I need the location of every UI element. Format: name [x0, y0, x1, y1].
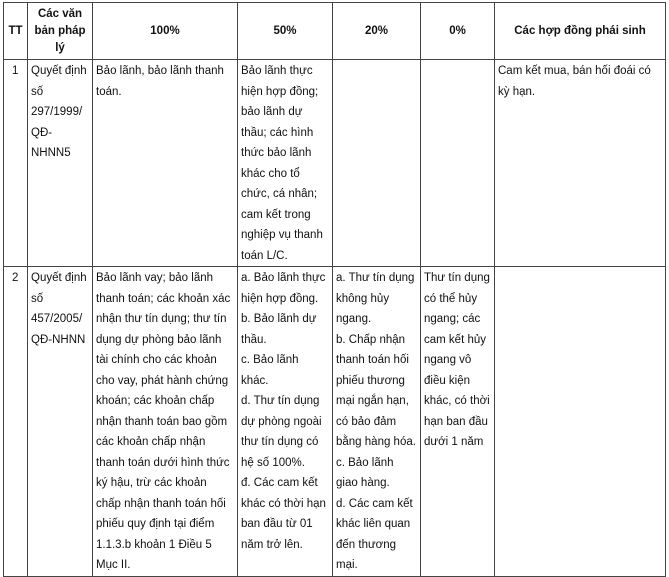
table-row [4, 60, 666, 267]
cell-derivatives: Cam kết mua, bán hối đoái có kỳ hạn. [495, 60, 666, 267]
header-tt: TT [4, 3, 28, 60]
cell-100-percent: Bảo lãnh vay; bảo lãnh thanh toán; các khoản xác nhận thư tín dụng; thư tín dụng dự phòng bảo lãnh tài chính cho các khoản cho vay, phát hành chứng khoán; các khoản chấp nhận thanh toán bao gồm các khoản chấp nhận thanh toán dưới hình thức ký hậu, trừ các khoản chấp nhận thanh toán hối phiếu quy định tại điểm 1.1.3.b khoản 1 Điều 5 Mục II. [93, 267, 238, 577]
header-50-percent: 50% [238, 3, 333, 60]
header-legal-documents: Các văn bản pháp lý [28, 3, 93, 60]
cell-50-percent: a. Bảo lãnh thực hiện hợp đồng. b. Bảo lãnh dự thầu. c. Bảo lãnh khác. d. Thư tín dụng dự phòng ngoài thư tín dụng có hệ số 100%. đ. Các cam kết khác có thời hạn ban đầu từ 01 năm trở lên. [238, 267, 333, 577]
cell-100-percent: Bảo lãnh, bảo lãnh thanh toán. [93, 60, 238, 267]
cell-50-percent: Bảo lãnh thực hiện hợp đồng; bảo lãnh dự thầu; các hình thức bảo lãnh khác cho tổ chức, cá nhân; cam kết trong nghiệp vụ thanh toán L/C. [238, 60, 333, 267]
cell-tt: 2 [4, 267, 28, 577]
header-0-percent: 0% [421, 3, 495, 60]
cell-legal-document: Quyết định số 457/2005/QĐ-NHNN [28, 267, 93, 577]
cell-0-percent [421, 60, 495, 267]
header-20-percent: 20% [333, 3, 421, 60]
cell-tt: 1 [4, 60, 28, 267]
legal-documents-table [3, 2, 666, 577]
table-header-row [4, 3, 666, 60]
cell-20-percent: a. Thư tín dụng không hủy ngang. b. Chấp nhận thanh toán hối phiếu thương mại ngắn hạn, có bảo đảm bằng hàng hóa. c. Bảo lãnh giao hàng. d. Các cam kết khác liên quan đến thương mại. [333, 267, 421, 577]
cell-derivatives [495, 267, 666, 577]
table-row [4, 267, 666, 577]
cell-20-percent [333, 60, 421, 267]
header-derivatives: Các hợp đồng phái sinh [495, 3, 666, 60]
cell-legal-document: Quyết định số 297/1999/QĐ-NHNN5 [28, 60, 93, 267]
header-100-percent: 100% [93, 3, 238, 60]
cell-0-percent: Thư tín dụng có thể hủy ngang; các cam kết hủy ngang vô điều kiện khác, có thời hạn ban đầu dưới 1 năm [421, 267, 495, 577]
